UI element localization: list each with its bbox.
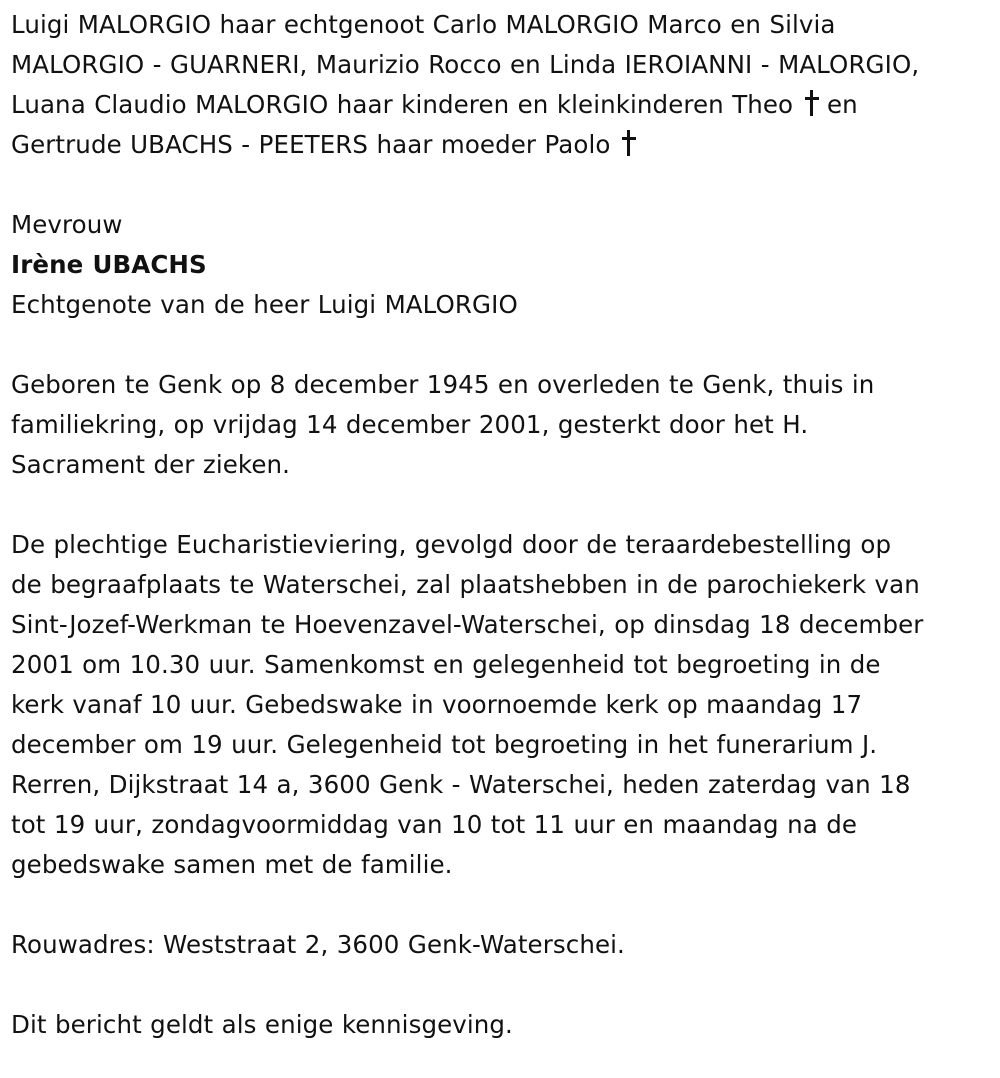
family-line	[11, 85, 996, 125]
birth-death-line: Sacrament der zieken.	[11, 450, 291, 479]
cross-icon	[805, 90, 819, 116]
ceremony-line: tot 19 uur, zondagvoormiddag van 10 tot 11 uur en maandag na de	[11, 810, 858, 839]
ceremony-line: De plechtige Eucharistieviering, gevolgd door de teraardebestelling op	[11, 530, 892, 559]
family-line: Luigi MALORGIO haar echtgenoot Carlo MALORGIO Marco en Silvia	[11, 10, 836, 39]
deceased-name: Irène UBACHS	[11, 250, 207, 279]
mourning-address: Rouwadres: Weststraat 2, 3600 Genk-Waterschei.	[11, 930, 625, 959]
ceremony-paragraph	[11, 525, 996, 885]
birth-death-paragraph	[11, 365, 996, 485]
birth-death-line: familiekring, op vrijdag 14 december 2001, gesterkt door het H.	[11, 410, 809, 439]
closing-text: Dit bericht geldt als enige kennisgeving.	[11, 1010, 513, 1039]
deceased-block	[11, 205, 996, 325]
ceremony-line: de begraafplaats te Waterschei, zal plaatshebben in de parochiekerk van	[11, 570, 920, 599]
ceremony-line: gebedswake samen met de familie.	[11, 850, 453, 879]
family-line-text: Luana Claudio MALORGIO haar kinderen en kleinkinderen Theo	[11, 90, 794, 119]
ceremony-line: 2001 om 10.30 uur. Samenkomst en gelegenheid tot begroeting in de	[11, 650, 881, 679]
birth-death-line: Geboren te Genk op 8 december 1945 en overleden te Genk, thuis in	[11, 370, 875, 399]
salutation: Mevrouw	[11, 210, 123, 239]
death-notice	[11, 5, 996, 1045]
ceremony-line: Sint-Jozef-Werkman te Hoevenzavel-Waterschei, op dinsdag 18 december	[11, 610, 924, 639]
ceremony-line: Rerren, Dijkstraat 14 a, 3600 Genk - Waterschei, heden zaterdag van 18	[11, 770, 911, 799]
family-line-text: Gertrude UBACHS - PEETERS haar moeder Paolo	[11, 130, 611, 159]
address-paragraph	[11, 925, 996, 965]
ceremony-line: kerk vanaf 10 uur. Gebedswake in voornoemde kerk op maandag 17	[11, 690, 863, 719]
family-line	[11, 125, 996, 165]
closing-paragraph	[11, 1005, 996, 1045]
ceremony-line: december om 19 uur. Gelegenheid tot begroeting in het funerarium J.	[11, 730, 878, 759]
family-line: MALORGIO - GUARNERI, Maurizio Rocco en Linda IEROIANNI - MALORGIO,	[11, 50, 920, 79]
family-paragraph	[11, 5, 996, 165]
family-line-text: en	[826, 90, 858, 119]
deceased-description: Echtgenote van de heer Luigi MALORGIO	[11, 290, 518, 319]
cross-icon	[622, 130, 636, 156]
